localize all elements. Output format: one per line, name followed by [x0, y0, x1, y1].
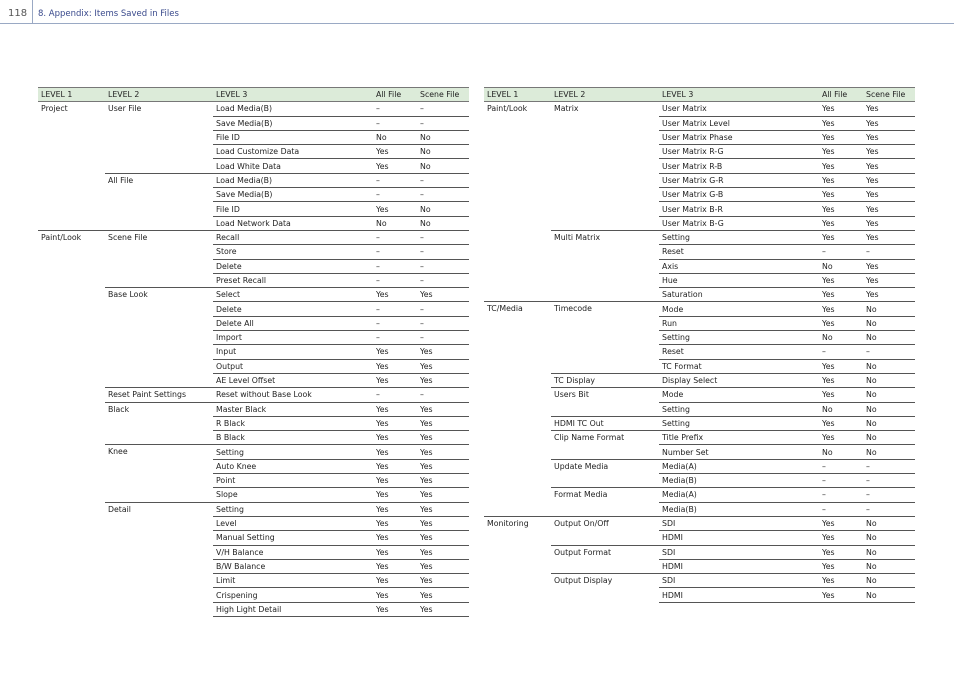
level3-cell: User Matrix B-G: [659, 216, 819, 230]
level3-cell: HDMI: [659, 531, 819, 545]
level3-cell: User Matrix G-B: [659, 188, 819, 202]
level3-cell: SDI: [659, 574, 819, 588]
scene-file-cell: Yes: [417, 602, 469, 616]
all-file-cell: Yes: [819, 588, 863, 602]
level2-cell: User File: [105, 102, 213, 173]
level3-cell: R Black: [213, 416, 373, 430]
level3-cell: File ID: [213, 130, 373, 144]
scene-file-cell: –: [417, 316, 469, 330]
all-file-cell: Yes: [373, 345, 417, 359]
scene-file-cell: –: [417, 302, 469, 316]
scene-file-cell: Yes: [863, 202, 915, 216]
level3-cell: Import: [213, 331, 373, 345]
all-file-cell: Yes: [373, 145, 417, 159]
scene-file-cell: Yes: [863, 259, 915, 273]
all-file-cell: Yes: [373, 602, 417, 616]
level3-cell: User Matrix R-B: [659, 159, 819, 173]
scene-file-cell: Yes: [863, 273, 915, 287]
chapter-title: 8. Appendix: Items Saved in Files: [38, 9, 179, 19]
scene-file-cell: No: [863, 416, 915, 430]
level3-cell: Slope: [213, 488, 373, 502]
all-file-cell: No: [373, 216, 417, 230]
all-file-cell: Yes: [819, 531, 863, 545]
level3-cell: Save Media(B): [213, 116, 373, 130]
level3-cell: User Matrix Phase: [659, 130, 819, 144]
scene-file-cell: Yes: [417, 545, 469, 559]
scene-file-cell: Yes: [863, 102, 915, 116]
level2-cell: Black: [105, 402, 213, 445]
level3-cell: Setting: [659, 402, 819, 416]
level3-cell: Media(B): [659, 474, 819, 488]
all-file-cell: Yes: [819, 188, 863, 202]
scene-file-cell: Yes: [417, 416, 469, 430]
level3-cell: Setting: [659, 416, 819, 430]
level3-cell: Reset: [659, 245, 819, 259]
all-file-cell: –: [819, 345, 863, 359]
level3-cell: User Matrix B-R: [659, 202, 819, 216]
scene-file-cell: No: [863, 316, 915, 330]
column-header: All File: [373, 88, 417, 102]
scene-file-cell: Yes: [417, 474, 469, 488]
all-file-cell: No: [373, 130, 417, 144]
scene-file-cell: –: [417, 173, 469, 187]
scene-file-cell: No: [863, 545, 915, 559]
level3-cell: TC Format: [659, 359, 819, 373]
table-row: [484, 302, 915, 316]
level3-cell: Saturation: [659, 288, 819, 302]
all-file-cell: Yes: [373, 202, 417, 216]
level2-cell: Output On/Off: [551, 516, 659, 545]
all-file-cell: Yes: [819, 516, 863, 530]
level2-cell: Multi Matrix: [551, 230, 659, 301]
level2-cell: Matrix: [551, 102, 659, 231]
scene-file-cell: No: [863, 516, 915, 530]
all-file-cell: Yes: [373, 431, 417, 445]
level3-cell: Level: [213, 516, 373, 530]
scene-file-cell: Yes: [863, 216, 915, 230]
level3-cell: Load White Data: [213, 159, 373, 173]
level2-cell: HDMI TC Out: [551, 416, 659, 430]
level2-cell: Scene File: [105, 230, 213, 287]
level2-cell: Knee: [105, 445, 213, 502]
all-file-cell: Yes: [819, 574, 863, 588]
level3-cell: Save Media(B): [213, 188, 373, 202]
column-header: LEVEL 1: [38, 88, 105, 102]
all-file-cell: Yes: [819, 173, 863, 187]
level3-cell: HDMI: [659, 588, 819, 602]
all-file-cell: Yes: [819, 316, 863, 330]
all-file-cell: No: [819, 402, 863, 416]
column-header: Scene File: [417, 88, 469, 102]
all-file-cell: –: [373, 116, 417, 130]
scene-file-cell: No: [863, 373, 915, 387]
level3-cell: Reset: [659, 345, 819, 359]
scene-file-cell: –: [417, 259, 469, 273]
scene-file-cell: Yes: [417, 559, 469, 573]
level3-cell: SDI: [659, 545, 819, 559]
level3-cell: SDI: [659, 516, 819, 530]
all-file-cell: Yes: [373, 373, 417, 387]
level3-cell: Store: [213, 245, 373, 259]
level3-cell: Load Network Data: [213, 216, 373, 230]
scene-file-cell: –: [417, 116, 469, 130]
scene-file-cell: –: [863, 345, 915, 359]
column-header: LEVEL 2: [551, 88, 659, 102]
all-file-cell: Yes: [819, 302, 863, 316]
scene-file-cell: No: [417, 130, 469, 144]
scene-file-cell: No: [417, 159, 469, 173]
column-header: LEVEL 3: [213, 88, 373, 102]
level3-cell: Title Prefix: [659, 431, 819, 445]
table-header-row: [38, 88, 469, 102]
scene-file-cell: Yes: [417, 345, 469, 359]
level1-cell: Project: [38, 102, 105, 231]
scene-file-cell: Yes: [417, 574, 469, 588]
level3-cell: B/W Balance: [213, 559, 373, 573]
table-header-row: [484, 88, 915, 102]
level2-cell: Output Format: [551, 545, 659, 574]
level3-cell: Recall: [213, 230, 373, 244]
scene-file-cell: No: [863, 302, 915, 316]
scene-file-cell: Yes: [863, 116, 915, 130]
level3-cell: Point: [213, 474, 373, 488]
level2-cell: Format Media: [551, 488, 659, 517]
level2-cell: Detail: [105, 502, 213, 616]
level3-cell: Limit: [213, 574, 373, 588]
all-file-cell: –: [373, 102, 417, 116]
scene-file-cell: Yes: [417, 531, 469, 545]
scene-file-cell: Yes: [417, 402, 469, 416]
level2-cell: Base Look: [105, 288, 213, 388]
scene-file-cell: No: [863, 574, 915, 588]
all-file-cell: –: [373, 230, 417, 244]
level3-cell: Media(A): [659, 488, 819, 502]
all-file-cell: Yes: [819, 431, 863, 445]
scene-file-cell: –: [417, 273, 469, 287]
all-file-cell: Yes: [373, 516, 417, 530]
scene-file-cell: –: [863, 474, 915, 488]
scene-file-cell: –: [863, 245, 915, 259]
level3-cell: Setting: [659, 230, 819, 244]
table-row: [484, 516, 915, 530]
all-file-cell: Yes: [819, 359, 863, 373]
all-file-cell: –: [373, 188, 417, 202]
level1-cell: TC/Media: [484, 302, 551, 516]
scene-file-cell: No: [863, 402, 915, 416]
scene-file-cell: No: [863, 588, 915, 602]
all-file-cell: Yes: [373, 545, 417, 559]
level3-cell: Input: [213, 345, 373, 359]
all-file-cell: Yes: [373, 531, 417, 545]
level1-cell: Paint/Look: [38, 230, 105, 616]
all-file-cell: –: [373, 388, 417, 402]
level3-cell: Load Customize Data: [213, 145, 373, 159]
page-number: 118: [8, 8, 28, 19]
level3-cell: Setting: [659, 331, 819, 345]
level3-cell: Mode: [659, 302, 819, 316]
level3-cell: Crispening: [213, 588, 373, 602]
scene-file-cell: No: [863, 388, 915, 402]
header-divider: [32, 0, 33, 24]
table-row: [484, 102, 915, 116]
level3-cell: Mode: [659, 388, 819, 402]
all-file-cell: Yes: [373, 445, 417, 459]
scene-file-cell: Yes: [417, 288, 469, 302]
all-file-cell: Yes: [373, 588, 417, 602]
all-file-cell: Yes: [819, 288, 863, 302]
all-file-cell: Yes: [819, 159, 863, 173]
level3-cell: Number Set: [659, 445, 819, 459]
level2-cell: Update Media: [551, 459, 659, 488]
scene-file-cell: Yes: [417, 502, 469, 516]
all-file-cell: Yes: [373, 288, 417, 302]
scene-file-cell: –: [863, 459, 915, 473]
all-file-cell: Yes: [373, 159, 417, 173]
all-file-cell: No: [819, 259, 863, 273]
scene-file-cell: Yes: [863, 130, 915, 144]
all-file-cell: Yes: [819, 216, 863, 230]
scene-file-cell: Yes: [863, 145, 915, 159]
all-file-cell: –: [819, 474, 863, 488]
level2-cell: All File: [105, 173, 213, 230]
level2-cell: Reset Paint Settings: [105, 388, 213, 402]
scene-file-cell: No: [417, 145, 469, 159]
level2-cell: Users Bit: [551, 388, 659, 417]
scene-file-cell: –: [417, 245, 469, 259]
level3-cell: AE Level Offset: [213, 373, 373, 387]
scene-file-cell: Yes: [417, 373, 469, 387]
level3-cell: Reset without Base Look: [213, 388, 373, 402]
column-header: LEVEL 1: [484, 88, 551, 102]
scene-file-cell: Yes: [417, 445, 469, 459]
page-header: [0, 0, 954, 24]
all-file-cell: Yes: [819, 145, 863, 159]
all-file-cell: –: [373, 245, 417, 259]
settings-table-left: [38, 87, 469, 617]
all-file-cell: Yes: [819, 273, 863, 287]
all-file-cell: –: [373, 173, 417, 187]
level3-cell: Delete: [213, 259, 373, 273]
all-file-cell: –: [373, 331, 417, 345]
table-row: [38, 102, 469, 116]
scene-file-cell: –: [417, 102, 469, 116]
all-file-cell: Yes: [819, 416, 863, 430]
level3-cell: Axis: [659, 259, 819, 273]
level3-cell: V/H Balance: [213, 545, 373, 559]
all-file-cell: –: [373, 302, 417, 316]
table-row: [38, 230, 469, 244]
scene-file-cell: Yes: [417, 431, 469, 445]
scene-file-cell: Yes: [417, 516, 469, 530]
scene-file-cell: –: [417, 331, 469, 345]
level3-cell: Output: [213, 359, 373, 373]
scene-file-cell: Yes: [863, 230, 915, 244]
scene-file-cell: –: [863, 502, 915, 516]
level3-cell: Display Select: [659, 373, 819, 387]
column-header: All File: [819, 88, 863, 102]
all-file-cell: Yes: [373, 416, 417, 430]
all-file-cell: –: [373, 273, 417, 287]
level3-cell: Auto Knee: [213, 459, 373, 473]
level3-cell: File ID: [213, 202, 373, 216]
level3-cell: Media(A): [659, 459, 819, 473]
level3-cell: Select: [213, 288, 373, 302]
all-file-cell: Yes: [373, 502, 417, 516]
column-header: LEVEL 2: [105, 88, 213, 102]
level3-cell: User Matrix R-G: [659, 145, 819, 159]
all-file-cell: Yes: [373, 488, 417, 502]
all-file-cell: –: [819, 245, 863, 259]
all-file-cell: Yes: [819, 130, 863, 144]
level3-cell: Preset Recall: [213, 273, 373, 287]
level2-cell: Clip Name Format: [551, 431, 659, 460]
all-file-cell: Yes: [373, 459, 417, 473]
level3-cell: User Matrix G-R: [659, 173, 819, 187]
all-file-cell: No: [819, 445, 863, 459]
level2-cell: TC Display: [551, 373, 659, 387]
all-file-cell: Yes: [819, 116, 863, 130]
all-file-cell: –: [373, 259, 417, 273]
all-file-cell: Yes: [373, 359, 417, 373]
level3-cell: Setting: [213, 445, 373, 459]
level3-cell: High Light Detail: [213, 602, 373, 616]
all-file-cell: Yes: [819, 230, 863, 244]
level3-cell: B Black: [213, 431, 373, 445]
scene-file-cell: Yes: [863, 173, 915, 187]
scene-file-cell: No: [417, 202, 469, 216]
level3-cell: Hue: [659, 273, 819, 287]
level3-cell: Setting: [213, 502, 373, 516]
level3-cell: Media(B): [659, 502, 819, 516]
scene-file-cell: –: [417, 230, 469, 244]
scene-file-cell: Yes: [863, 159, 915, 173]
scene-file-cell: No: [863, 531, 915, 545]
all-file-cell: –: [373, 316, 417, 330]
all-file-cell: Yes: [373, 474, 417, 488]
all-file-cell: Yes: [819, 202, 863, 216]
all-file-cell: –: [819, 459, 863, 473]
all-file-cell: Yes: [373, 402, 417, 416]
level3-cell: Run: [659, 316, 819, 330]
scene-file-cell: Yes: [417, 488, 469, 502]
column-header: Scene File: [863, 88, 915, 102]
level3-cell: User Matrix Level: [659, 116, 819, 130]
scene-file-cell: Yes: [863, 288, 915, 302]
scene-file-cell: –: [417, 388, 469, 402]
level3-cell: Load Media(B): [213, 102, 373, 116]
scene-file-cell: No: [863, 559, 915, 573]
level1-cell: Paint/Look: [484, 102, 551, 302]
level1-cell: Monitoring: [484, 516, 551, 602]
level3-cell: Load Media(B): [213, 173, 373, 187]
level3-cell: User Matrix: [659, 102, 819, 116]
all-file-cell: –: [819, 502, 863, 516]
scene-file-cell: No: [863, 331, 915, 345]
all-file-cell: Yes: [819, 373, 863, 387]
scene-file-cell: –: [417, 188, 469, 202]
level2-cell: Timecode: [551, 302, 659, 373]
all-file-cell: Yes: [819, 559, 863, 573]
all-file-cell: No: [819, 331, 863, 345]
scene-file-cell: Yes: [417, 359, 469, 373]
level2-cell: Output Display: [551, 574, 659, 603]
scene-file-cell: No: [417, 216, 469, 230]
scene-file-cell: Yes: [417, 459, 469, 473]
all-file-cell: Yes: [819, 102, 863, 116]
scene-file-cell: No: [863, 445, 915, 459]
all-file-cell: Yes: [373, 574, 417, 588]
level3-cell: Delete All: [213, 316, 373, 330]
all-file-cell: –: [819, 488, 863, 502]
level3-cell: Master Black: [213, 402, 373, 416]
all-file-cell: Yes: [819, 545, 863, 559]
scene-file-cell: No: [863, 359, 915, 373]
column-header: LEVEL 3: [659, 88, 819, 102]
scene-file-cell: Yes: [417, 588, 469, 602]
scene-file-cell: Yes: [863, 188, 915, 202]
scene-file-cell: –: [863, 488, 915, 502]
level3-cell: Manual Setting: [213, 531, 373, 545]
all-file-cell: Yes: [373, 559, 417, 573]
level3-cell: Delete: [213, 302, 373, 316]
all-file-cell: Yes: [819, 388, 863, 402]
level3-cell: HDMI: [659, 559, 819, 573]
settings-table-right: [484, 87, 915, 603]
scene-file-cell: No: [863, 431, 915, 445]
